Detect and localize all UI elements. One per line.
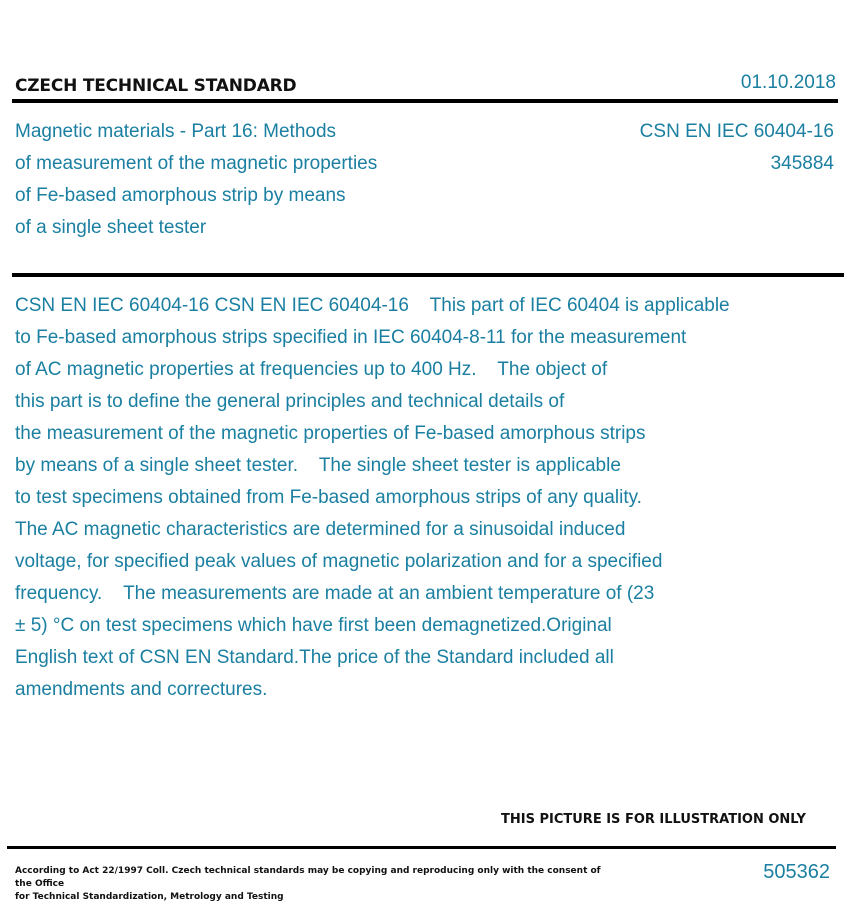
description-line: voltage, for specified peak values of magnetic polarization and for a specified [15,551,663,572]
description-line: frequency. The measurements are made at an ambient temperature of (23 [15,583,655,604]
description-line: to test specimens obtained from Fe-based amorphous strips of any quality. [15,487,642,508]
description-line: by means of a single sheet tester. The single sheet tester is applicable [15,455,621,476]
description-line: English text of CSN EN Standard.The price of the Standard included all [15,647,614,668]
title-line: Magnetic materials - Part 16: Methods [15,121,337,142]
description-line: to Fe-based amorphous strips specified in IEC 60404-8-11 for the measurement [15,327,687,348]
standard-description [15,290,835,706]
title-line: of Fe-based amorphous strip by means [15,185,346,206]
standard-codes [640,116,834,180]
legal-notice [15,865,615,904]
title-divider [12,273,844,277]
description-line: The AC magnetic characteristics are determined for a sinusoidal induced [15,519,626,540]
header-divider [12,99,838,103]
description-line: of AC magnetic properties at frequencies up to 400 Hz. The object of [15,359,608,380]
publication-date: 01.10.2018 [740,72,836,93]
description-line: the measurement of the magnetic properties of Fe-based amorphous strips [15,423,646,444]
legal-line: According to Act 22/1997 Coll. Czech technical standards may be copying and reproducing only with the consent of the Office [15,866,601,889]
standard-code: CSN EN IEC 60404-16 [639,121,834,142]
description-line: amendments and correctures. [15,679,268,700]
standard-title [15,116,575,244]
footer-divider [7,846,836,849]
description-line: CSN EN IEC 60404-16 CSN EN IEC 60404-16 This part of IEC 60404 is applicable [15,295,730,316]
catalog-number: 505362 [763,861,830,883]
legal-line: for Technical Standardization, Metrology and Testing [15,892,284,902]
title-line: of a single sheet tester [15,217,207,238]
standard-number: 345884 [770,153,834,174]
document-type-label: CZECH TECHNICAL STANDARD [15,76,297,96]
description-line: ± 5) °C on test specimens which have first been demagnetized.Original [15,615,612,636]
title-line: of measurement of the magnetic properties [15,153,378,174]
description-line: this part is to define the general principles and technical details of [15,391,565,412]
illustration-note: THIS PICTURE IS FOR ILLUSTRATION ONLY [501,812,806,827]
